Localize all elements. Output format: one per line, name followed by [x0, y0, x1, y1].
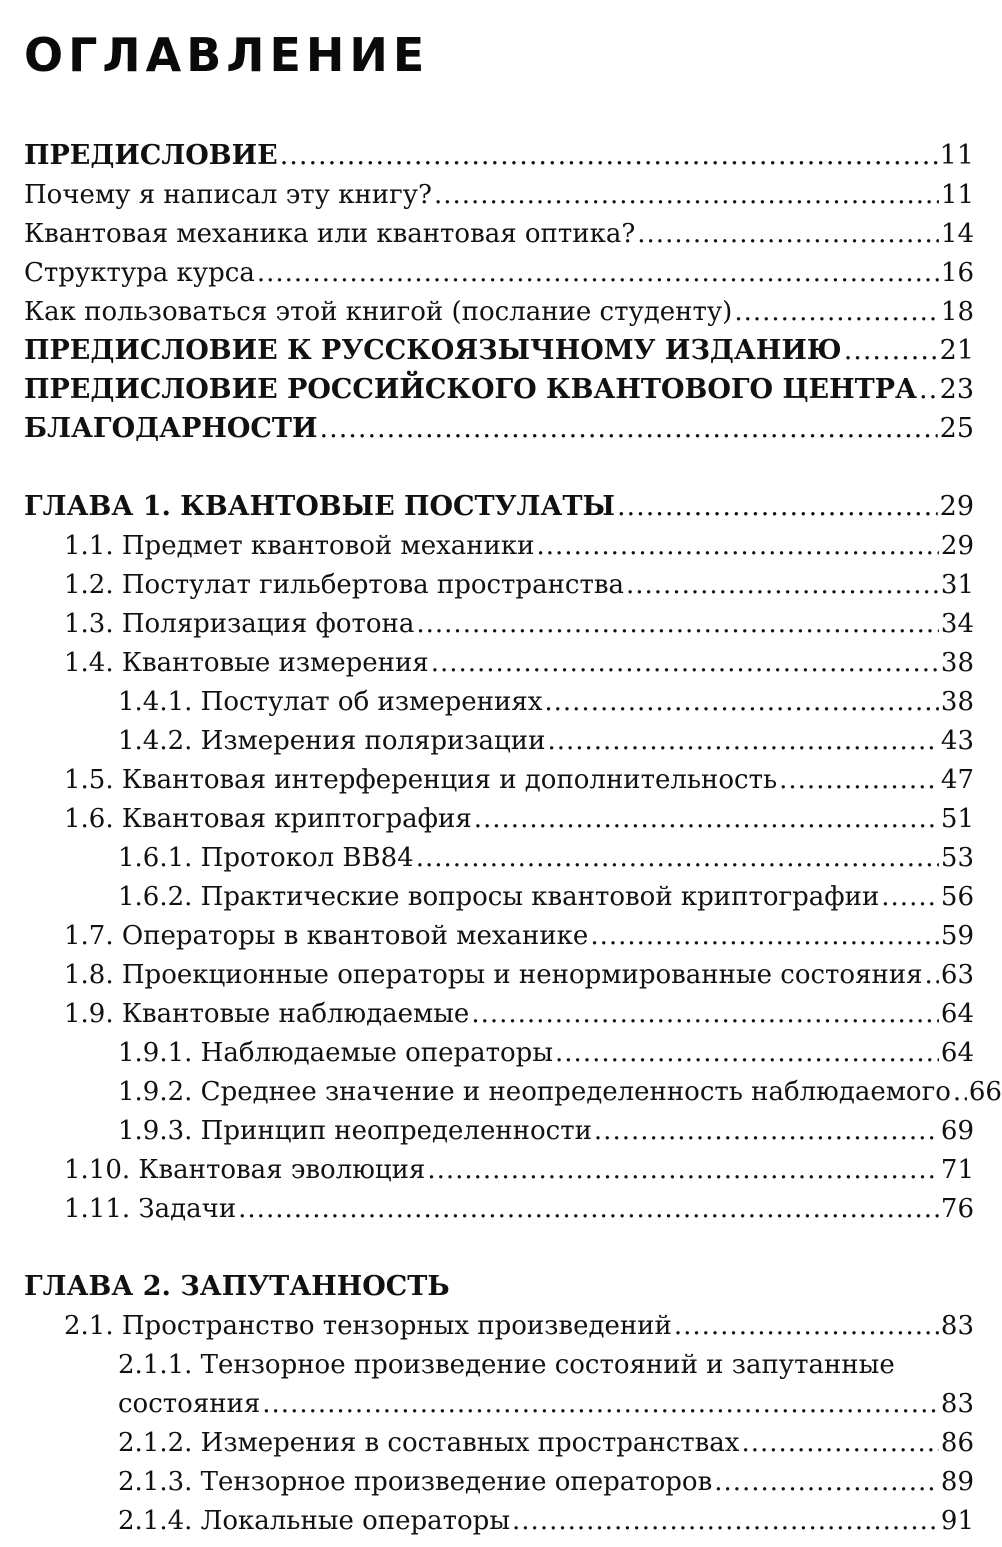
dot-leader	[416, 839, 939, 877]
page-number: 11	[939, 140, 974, 171]
dot-leader	[280, 137, 938, 175]
dot-leader	[257, 254, 939, 292]
dot-leader	[714, 1463, 939, 1501]
page-number: 29	[939, 491, 974, 522]
dot-leader	[637, 215, 939, 253]
entry-title: 1.9.1. Наблюдаемые операторы	[118, 1038, 554, 1068]
page-number: 38	[940, 687, 974, 717]
dot-leader	[594, 1112, 939, 1150]
entry-title: Как пользоваться этой книгой (послание студенту)	[24, 297, 733, 327]
page-number: 16	[940, 258, 974, 288]
page-number: 29	[940, 531, 974, 561]
page-number: 59	[940, 921, 974, 951]
toc-subsection[interactable]	[0, 1073, 1002, 1111]
entry-title: 1.6.2. Практические вопросы квантовой криптографии	[118, 882, 880, 912]
page-number: 83	[940, 1389, 974, 1419]
toc-subsection[interactable]	[0, 878, 974, 916]
entry-title: ПРЕДИСЛОВИЕ К РУССКОЯЗЫЧНОМУ ИЗДАНИЮ	[24, 335, 842, 366]
dot-leader	[881, 878, 939, 916]
dot-leader	[416, 605, 939, 643]
dot-leader	[590, 917, 939, 955]
entry-title: 1.4. Квантовые измерения	[64, 648, 429, 678]
page-number: 31	[940, 570, 974, 600]
entry-title: 2.1. Пространство тензорных произведений	[64, 1311, 672, 1341]
toc-section[interactable]	[0, 956, 974, 994]
entry-title: 1.4.1. Постулат об измерениях	[118, 687, 543, 717]
entry-title: ГЛАВА 1. КВАНТОВЫЕ ПОСТУЛАТЫ	[24, 491, 615, 522]
page-number: 14	[940, 219, 974, 249]
page-number: 69	[940, 1116, 974, 1146]
toc-subsection[interactable]	[0, 1385, 974, 1423]
page-number: 63	[940, 960, 974, 990]
entry-title: 1.2. Постулат гильбертова пространства	[64, 570, 624, 600]
page-number: 11	[940, 180, 974, 210]
entry-title: 1.1. Предмет квантовой механики	[64, 531, 535, 561]
toc-subsection[interactable]	[0, 1502, 974, 1540]
dot-leader	[734, 293, 939, 331]
entry-title: 1.11. Задачи	[64, 1194, 237, 1224]
page-number: 91	[940, 1506, 974, 1536]
entry-title-continuation: состояния	[118, 1389, 261, 1419]
entry-title: 1.4.2. Измерения поляризации	[118, 726, 546, 756]
page-number: 21	[939, 335, 974, 366]
dot-leader	[471, 995, 939, 1033]
page-number: 25	[939, 413, 974, 444]
toc-entry-preface[interactable]	[0, 137, 974, 175]
toc-chapter-2[interactable]	[0, 1268, 974, 1306]
dot-leader	[779, 761, 939, 799]
page-number: 76	[940, 1194, 974, 1224]
toc-entry-rqc-preface[interactable]	[0, 371, 974, 409]
dot-leader	[626, 566, 939, 604]
entry-title: 2.1.4. Локальные операторы	[118, 1506, 511, 1536]
dot-leader	[555, 1034, 939, 1072]
page-number: 38	[940, 648, 974, 678]
page-number: 71	[940, 1155, 974, 1185]
toc-entry[interactable]	[0, 293, 974, 331]
toc-entry[interactable]	[0, 176, 974, 214]
dot-leader	[434, 176, 939, 214]
toc-section[interactable]	[0, 1307, 974, 1345]
page-title: ОГЛАВЛЕНИЕ	[24, 28, 430, 82]
entry-title: ГЛАВА 2. ЗАПУТАННОСТЬ	[24, 1271, 450, 1302]
dot-leader	[238, 1190, 939, 1228]
entry-title: Квантовая механика или квантовая оптика?	[24, 219, 636, 249]
toc-subsection[interactable]	[0, 683, 974, 721]
dot-leader	[537, 527, 939, 565]
dot-leader	[474, 800, 939, 838]
dot-leader	[674, 1307, 939, 1345]
dot-leader	[953, 1073, 967, 1111]
dot-leader	[741, 1424, 938, 1462]
page-number: 51	[940, 804, 974, 834]
entry-title: 1.9. Квантовые наблюдаемые	[64, 999, 470, 1029]
page-number: 43	[940, 726, 974, 756]
toc-section[interactable]	[0, 1190, 974, 1228]
toc-entry[interactable]	[0, 254, 974, 292]
toc-section[interactable]	[0, 800, 974, 838]
entry-title: БЛАГОДАРНОСТИ	[24, 413, 318, 444]
entry-title: ПРЕДИСЛОВИЕ	[24, 140, 278, 171]
entry-title: 1.5. Квантовая интерференция и дополнительность	[64, 765, 778, 795]
page-number: 18	[940, 297, 974, 327]
page-number: 53	[940, 843, 974, 873]
entry-title: Почему я написал эту книгу?	[24, 180, 432, 210]
page-number: 23	[939, 374, 974, 405]
dot-leader	[925, 956, 939, 994]
toc-entry[interactable]	[0, 215, 974, 253]
toc-subsection[interactable]	[0, 1112, 974, 1150]
entry-title: 1.9.2. Среднее значение и неопределенность наблюдаемого	[118, 1077, 951, 1107]
dot-leader	[617, 488, 938, 526]
dot-leader	[431, 644, 939, 682]
page-number: 66	[968, 1077, 1002, 1107]
dot-leader	[262, 1385, 939, 1423]
toc-section[interactable]	[0, 605, 974, 643]
toc-subsection[interactable]	[0, 839, 974, 877]
toc-subsection[interactable]	[0, 1463, 974, 1501]
dot-leader	[427, 1151, 939, 1189]
page-number: 34	[940, 609, 974, 639]
toc-section[interactable]	[0, 761, 974, 799]
entry-title: 1.7. Операторы в квантовой механике	[64, 921, 589, 951]
toc-subsection[interactable]	[0, 1034, 974, 1072]
toc-section[interactable]	[0, 644, 974, 682]
toc-entry-acknowledgements[interactable]	[0, 410, 974, 448]
dot-leader	[919, 371, 938, 409]
dot-leader	[512, 1502, 939, 1540]
entry-title: 1.6.1. Протокол BB84	[118, 843, 414, 873]
toc-section[interactable]	[0, 566, 974, 604]
entry-title: 1.6. Квантовая криптография	[64, 804, 472, 834]
toc-section[interactable]	[0, 1151, 974, 1189]
toc-section[interactable]	[0, 917, 974, 955]
dot-leader	[320, 410, 938, 448]
toc-subsection-title-line[interactable]: 2.1.1. Тензорное произведение состояний и запутанные	[118, 1350, 895, 1380]
entry-title: 1.9.3. Принцип неопределенности	[118, 1116, 592, 1146]
entry-title: Структура курса	[24, 258, 255, 288]
toc-entry-russian-preface[interactable]	[0, 332, 974, 370]
entry-title: 1.3. Поляризация фотона	[64, 609, 415, 639]
page-number: 83	[940, 1311, 974, 1341]
dot-leader	[547, 722, 938, 760]
page-number: 86	[940, 1428, 974, 1458]
toc-subsection[interactable]	[0, 1424, 974, 1462]
entry-title: 1.8. Проекционные операторы и ненормированные состояния	[64, 960, 923, 990]
page-number: 56	[940, 882, 974, 912]
toc-section[interactable]	[0, 995, 974, 1033]
entry-title: 2.1.3. Тензорное произведение операторов	[118, 1467, 713, 1497]
entry-title: 1.10. Квантовая эволюция	[64, 1155, 426, 1185]
dot-leader	[544, 683, 939, 721]
toc-section[interactable]	[0, 527, 974, 565]
page-number: 89	[940, 1467, 974, 1497]
page-number: 64	[940, 999, 974, 1029]
page-number: 47	[940, 765, 974, 795]
page-number: 64	[940, 1038, 974, 1068]
dot-leader	[844, 332, 938, 370]
toc-subsection[interactable]	[0, 722, 974, 760]
entry-title: 2.1.2. Измерения в составных пространствах	[118, 1428, 740, 1458]
toc-chapter-1[interactable]	[0, 488, 974, 526]
entry-title: ПРЕДИСЛОВИЕ РОССИЙСКОГО КВАНТОВОГО ЦЕНТРА	[24, 374, 918, 405]
